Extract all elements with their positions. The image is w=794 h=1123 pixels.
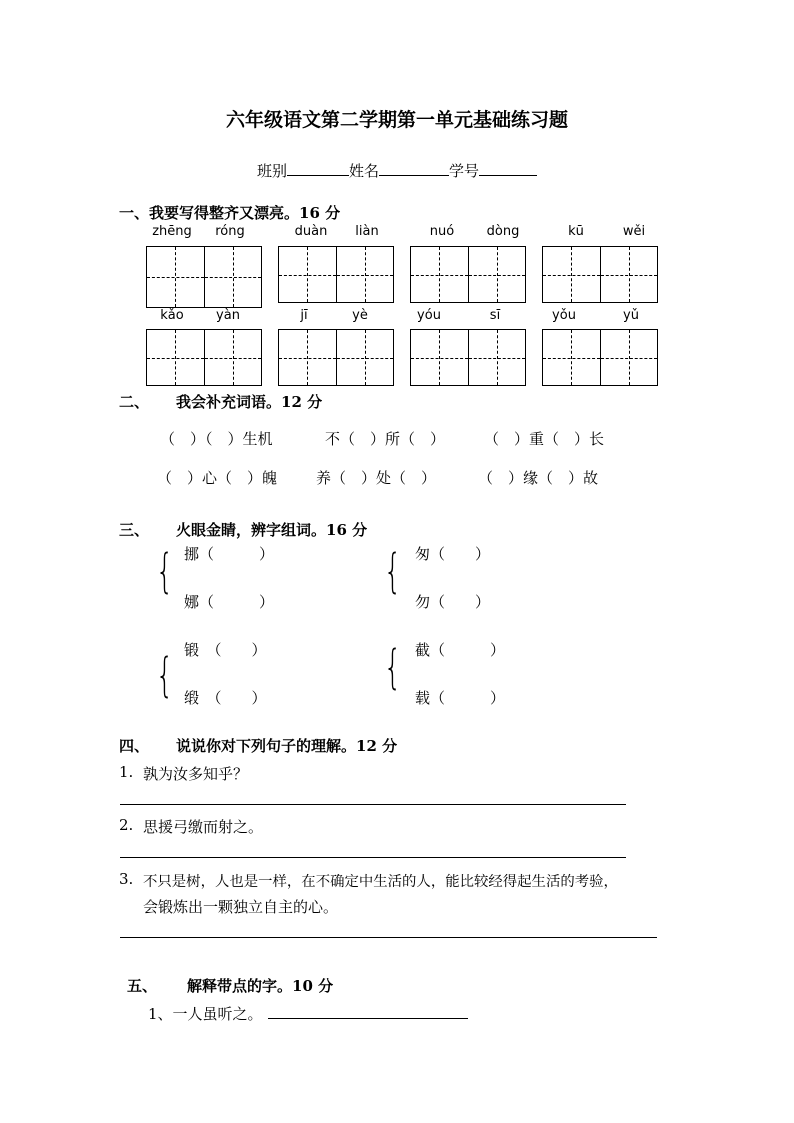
char-compound[interactable]: 缎 （ ） <box>184 689 267 707</box>
section-1-heading: 一、我要写得整齐又漂亮。16 分 <box>119 204 341 222</box>
grid-cell[interactable] <box>336 330 393 385</box>
left-brace: { <box>383 544 402 598</box>
grid-cell[interactable] <box>279 247 336 302</box>
char-compound[interactable]: 娜（ ） <box>184 593 275 611</box>
pinyin: sī <box>489 308 501 323</box>
pinyin: yóu <box>417 308 441 323</box>
section-5-heading: 解释带点的字。10 分 <box>187 977 334 995</box>
idiom-fill[interactable]: （ ）（ ）生机 <box>160 430 273 448</box>
grid-cell[interactable] <box>411 330 468 385</box>
char-compound[interactable]: 载（ ） <box>415 689 506 707</box>
writing-grid[interactable] <box>410 246 526 303</box>
name-blank[interactable] <box>379 161 449 176</box>
number-blank[interactable] <box>479 161 537 176</box>
idiom-fill[interactable]: 不（ ）所（ ） <box>325 430 446 448</box>
pinyin: nuó <box>429 224 455 239</box>
grid-cell[interactable] <box>204 330 261 385</box>
pinyin: dòng <box>486 224 520 239</box>
pinyin: róng <box>215 224 245 239</box>
sentence-text: 不只是树，人也是一样，在不确定中生活的人，能比较经得起生活的考验， <box>143 874 618 890</box>
sentence-text-continued: 会锻炼出一颗独立自主的心。 <box>143 898 339 916</box>
char-compound[interactable]: 勿（ ） <box>415 593 491 611</box>
section-5-number: 五、 <box>127 977 158 995</box>
sentence-number: 3. <box>119 870 134 888</box>
number-label: 学号 <box>449 162 480 180</box>
grid-cell[interactable] <box>468 247 525 302</box>
answer-line[interactable] <box>120 857 626 858</box>
grid-cell[interactable] <box>147 330 204 385</box>
section-2-number: 二、 <box>119 393 150 411</box>
writing-grid[interactable] <box>278 329 394 386</box>
left-brace: { <box>155 648 174 702</box>
pinyin: liàn <box>355 224 379 239</box>
grid-cell[interactable] <box>600 247 657 302</box>
grid-cell[interactable] <box>543 330 600 385</box>
sentence-text: 孰为汝多知乎？ <box>143 765 249 783</box>
class-label: 班别 <box>257 162 288 180</box>
grid-cell[interactable] <box>543 247 600 302</box>
page-title: 六年级语文第二学期第一单元基础练习题 <box>225 109 568 131</box>
grid-cell[interactable] <box>600 330 657 385</box>
idiom-fill[interactable]: （ ）重（ ）长 <box>484 430 605 448</box>
name-label: 姓名 <box>349 162 380 180</box>
idiom-fill[interactable]: （ ）心（ ）魄 <box>157 469 278 487</box>
pinyin: yǒu <box>552 308 576 323</box>
answer-line[interactable] <box>120 804 626 805</box>
sentence-text: 思援弓缴而射之。 <box>143 818 264 836</box>
idiom-fill[interactable]: （ ）缘（ ）故 <box>478 469 599 487</box>
section-3-heading: 火眼金睛，辨字组词。16 分 <box>176 521 368 539</box>
sentence-number: 2. <box>119 816 134 834</box>
pinyin: yàn <box>216 308 240 323</box>
class-blank[interactable] <box>287 161 349 176</box>
grid-cell[interactable] <box>204 247 261 307</box>
pinyin: jī <box>300 308 308 323</box>
answer-line[interactable] <box>120 937 657 938</box>
grid-cell[interactable] <box>147 247 204 307</box>
section-4-number: 四、 <box>119 737 150 755</box>
pinyin: zhēng <box>152 224 192 239</box>
left-brace: { <box>383 640 402 694</box>
writing-grid[interactable] <box>542 246 658 303</box>
char-compound[interactable]: 截（ ） <box>415 641 506 659</box>
section-2-heading: 我会补充词语。12 分 <box>176 393 323 411</box>
pinyin: yè <box>352 308 368 323</box>
pinyin: yǔ <box>623 308 639 323</box>
answer-line[interactable] <box>268 1018 468 1019</box>
pinyin: duàn <box>294 224 328 239</box>
idiom-fill[interactable]: 养（ ）处（ ） <box>316 469 437 487</box>
pinyin: wěi <box>622 224 646 239</box>
section-4-heading: 说说你对下列句子的理解。12 分 <box>176 737 398 755</box>
pinyin: kǎo <box>160 308 184 323</box>
char-compound[interactable]: 匆（ ） <box>415 545 491 563</box>
sentence-number: 1. <box>119 763 134 781</box>
writing-grid[interactable] <box>146 329 262 386</box>
grid-cell[interactable] <box>468 330 525 385</box>
char-compound[interactable]: 挪（ ） <box>184 545 275 563</box>
writing-grid[interactable] <box>410 329 526 386</box>
writing-grid[interactable] <box>146 246 262 308</box>
writing-grid[interactable] <box>542 329 658 386</box>
left-brace: { <box>155 544 174 598</box>
explain-item: 1、一人虽听之。 <box>148 1005 263 1023</box>
grid-cell[interactable] <box>411 247 468 302</box>
grid-cell[interactable] <box>279 330 336 385</box>
writing-grid[interactable] <box>278 246 394 303</box>
grid-cell[interactable] <box>336 247 393 302</box>
student-info <box>257 160 537 181</box>
pinyin: kū <box>568 224 584 239</box>
char-compound[interactable]: 锻 （ ） <box>184 641 267 659</box>
section-3-number: 三、 <box>119 521 150 539</box>
